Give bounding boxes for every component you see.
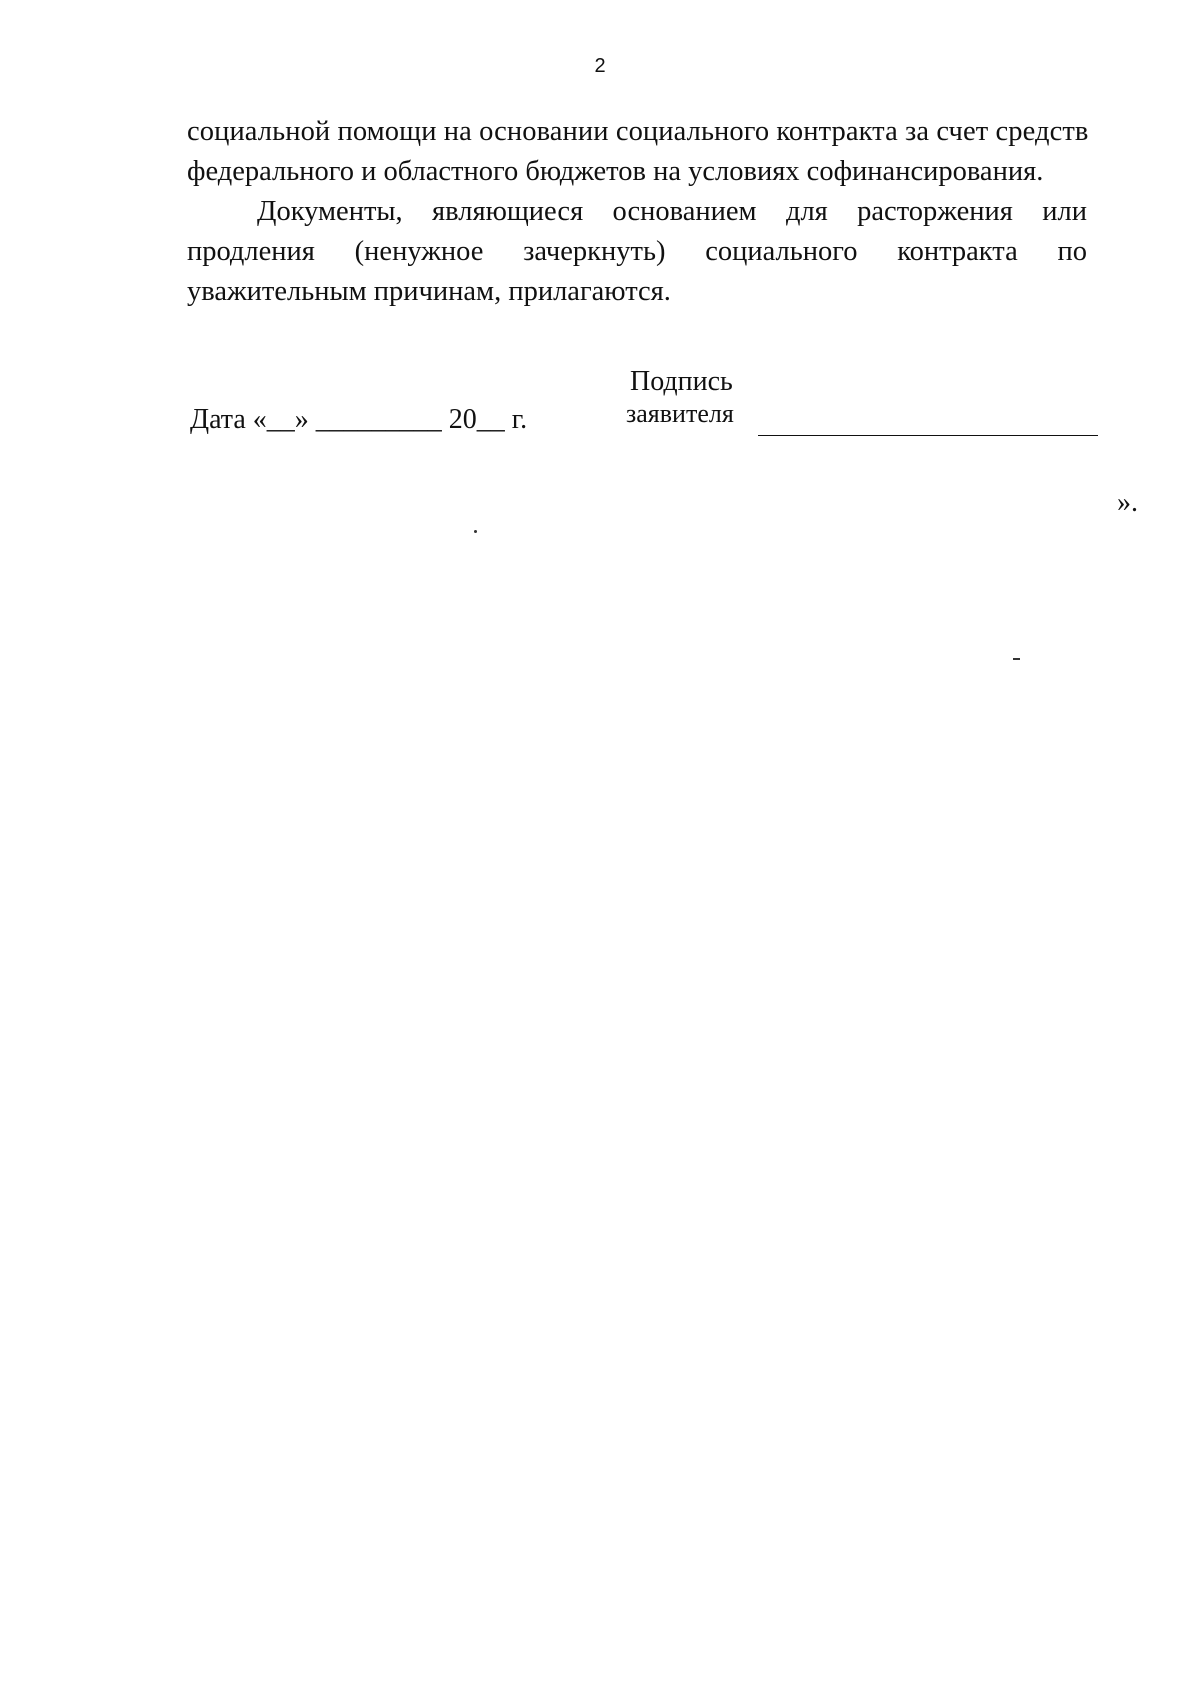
date-field-label: Дата «__» _________ 20__ г. [190, 404, 528, 435]
word: основанием [612, 196, 757, 227]
signature-line [758, 435, 1098, 436]
closing-quote-mark: ». [1117, 487, 1138, 518]
word: для [785, 196, 828, 227]
word: продления [187, 236, 315, 267]
word: Документы, [257, 196, 403, 227]
signature-label-line2: заявителя [626, 399, 734, 428]
word: зачеркнуть) [523, 236, 666, 267]
paragraph-line: федерального и областного бюджетов на условиях софинансирования. [187, 156, 1044, 187]
scan-speck [474, 530, 477, 533]
word: являющиеся [432, 196, 584, 227]
scan-speck [1013, 658, 1020, 660]
word: контракта [897, 236, 1018, 267]
paragraph-line: социальной помощи на основании социального контракта за счет средств [187, 116, 1089, 147]
paragraph-line-justified [187, 232, 1087, 272]
word: (ненужное [354, 236, 484, 267]
paragraph-line-justified [187, 192, 1087, 232]
page-number: 2 [594, 55, 606, 77]
paragraph-line: уважительным причинам, прилагаются. [187, 276, 671, 307]
signature-label-line1: Подпись [630, 366, 733, 397]
word: или [1042, 196, 1087, 227]
paragraph-continuation [187, 112, 1087, 192]
paragraph-documents [187, 192, 1087, 312]
word: по [1057, 236, 1087, 267]
word: социального [705, 236, 858, 267]
word: расторжения [857, 196, 1013, 227]
